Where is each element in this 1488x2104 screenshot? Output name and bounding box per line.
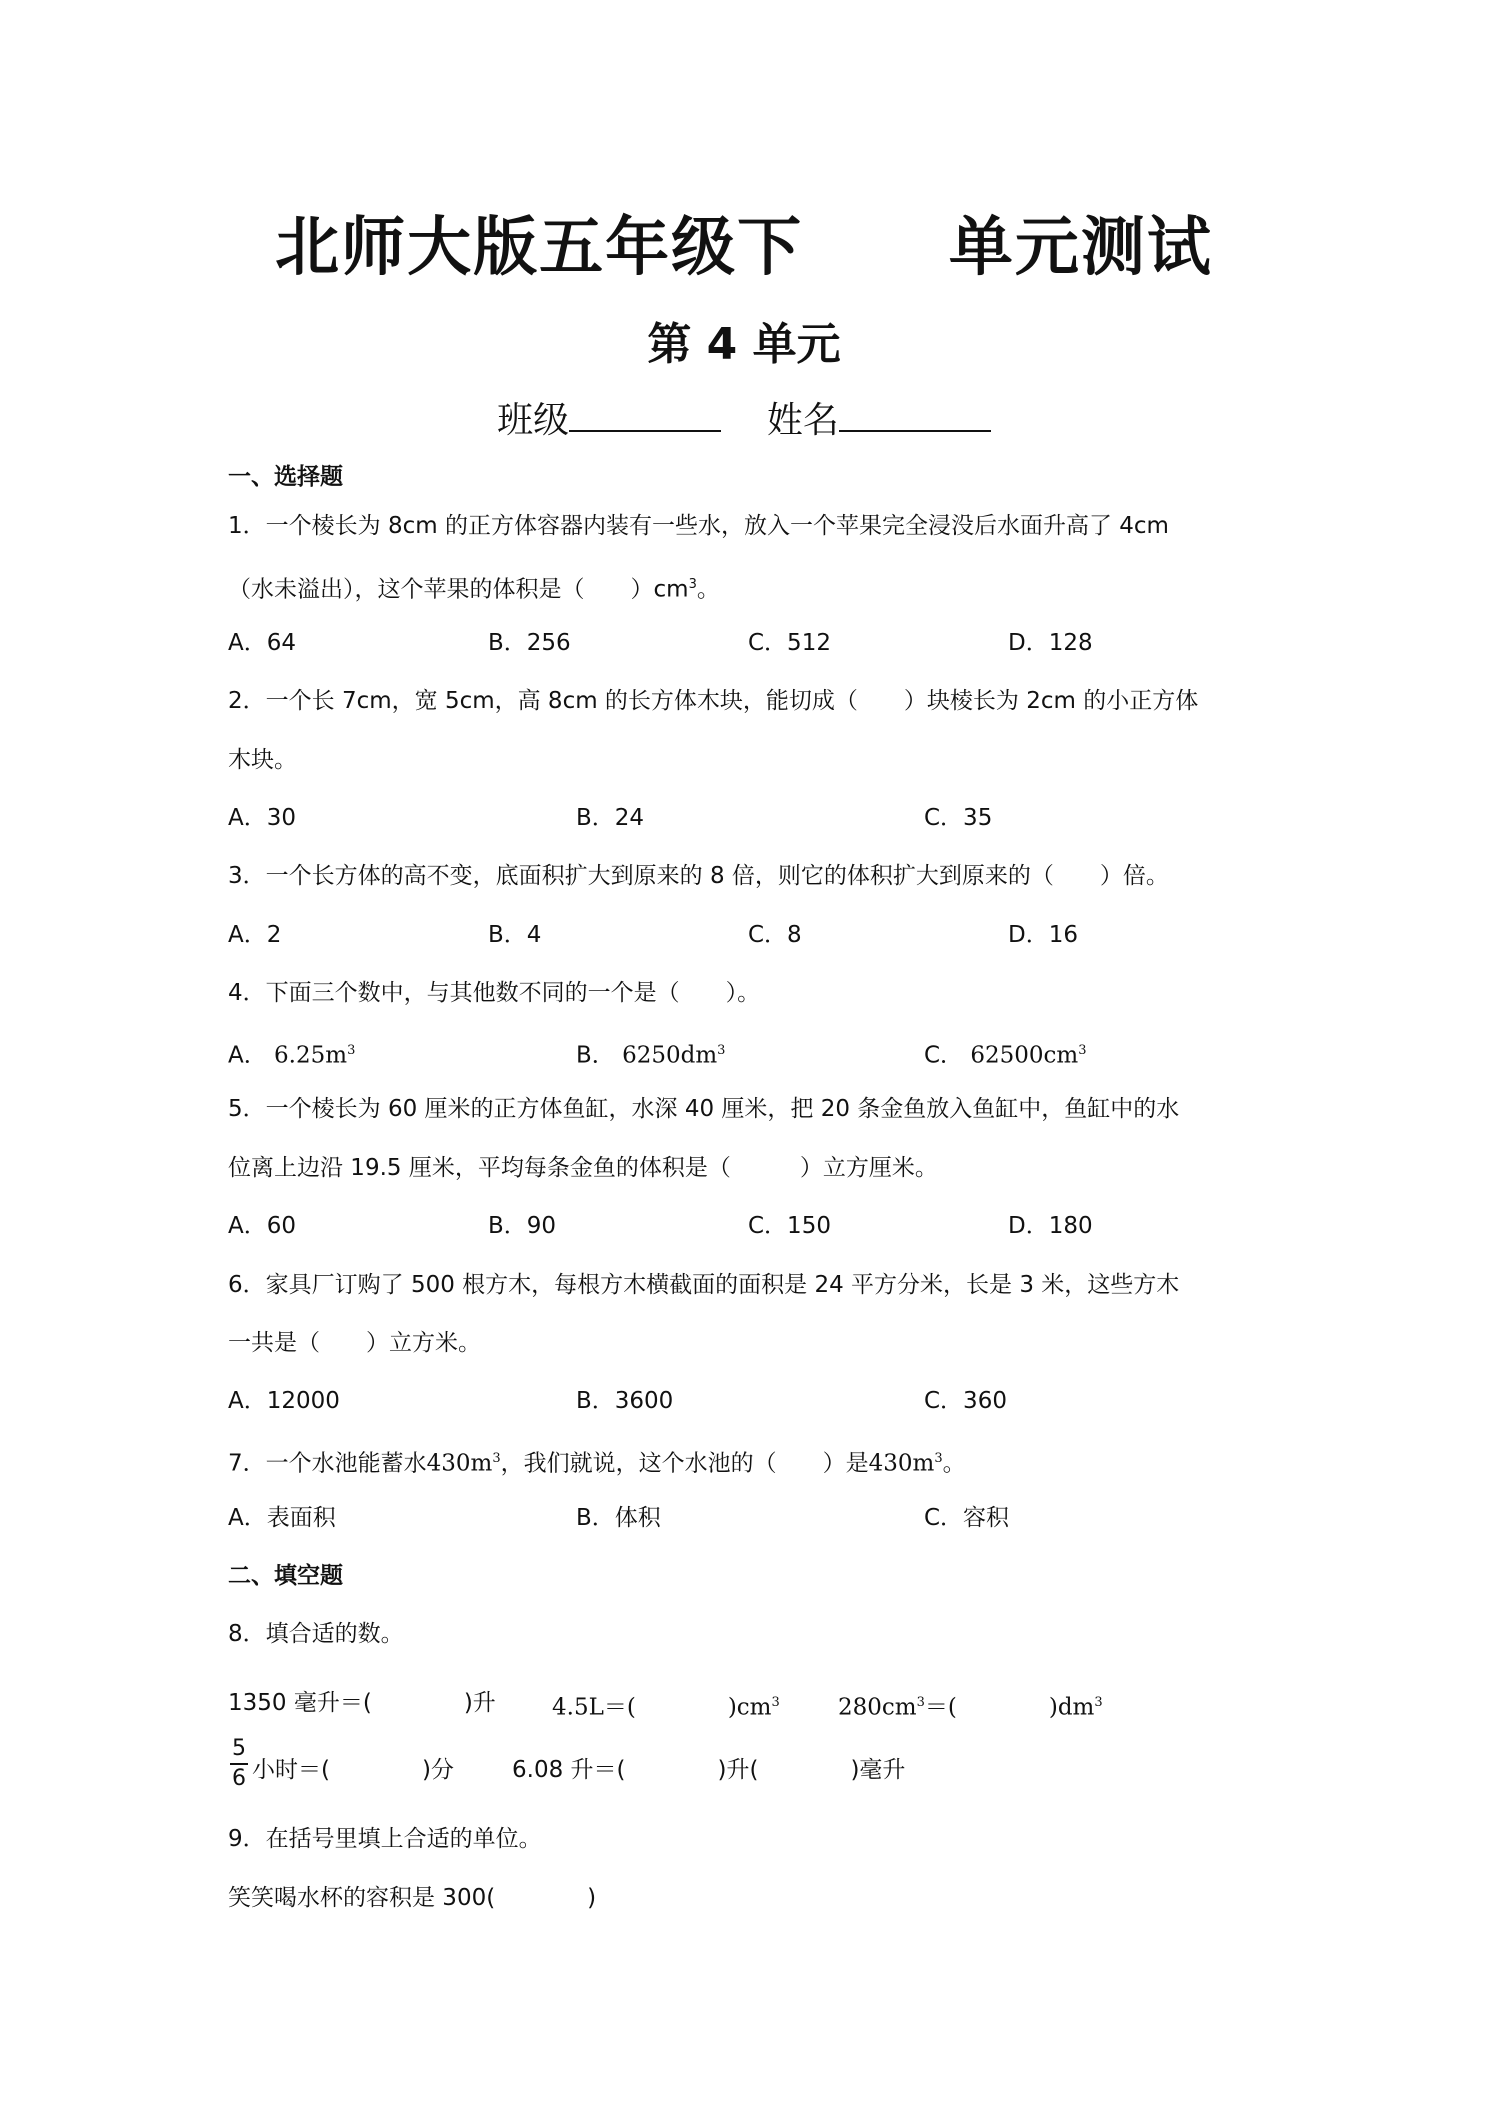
q8-item-b[interactable]: 4.5L＝( )$cm^3$ — [552, 1694, 780, 1721]
q5-line2: 位离上边沿 19.5 厘米，平均每条金鱼的体积是（ ）立方厘米。 — [228, 1155, 938, 1181]
q2-option-c[interactable]: C．35 — [924, 805, 993, 831]
q5-line1: 5．一个棱长为 60 厘米的正方体鱼缸，水深 40 厘米，把 20 条金鱼放入鱼缸中，鱼缸中的水 — [228, 1096, 1180, 1122]
unit-title: 第 4 单元 — [647, 319, 841, 370]
q2-option-a[interactable]: A．30 — [228, 805, 297, 831]
fraction-bar — [230, 1763, 248, 1765]
fraction-denominator: 6 — [232, 1766, 246, 1791]
q2-line1: 2．一个长 7cm，宽 5cm，高 8cm 的长方体木块，能切成（ ）块棱长为 2cm 的小正方体 — [228, 688, 1199, 714]
q3-option-c[interactable]: C．8 — [748, 922, 802, 948]
q2-option-b[interactable]: B．24 — [576, 805, 645, 831]
q8-item-e[interactable]: 6.08 升＝( )升( )毫升 — [512, 1757, 906, 1783]
q3-option-a[interactable]: A．2 — [228, 922, 282, 948]
q6-line2: 一共是（ ）立方米。 — [228, 1330, 481, 1356]
q3-option-b[interactable]: B．4 — [488, 922, 542, 948]
section-fill-heading: 二、填空题 — [228, 1563, 343, 1589]
q4-option-a[interactable]: A． $6.25m^3$ — [228, 1042, 356, 1069]
q8-item-d[interactable]: 小时＝( )分 — [252, 1757, 454, 1783]
fraction-numerator: 5 — [232, 1736, 246, 1761]
q9-prompt: 9．在括号里填上合适的单位。 — [228, 1826, 542, 1852]
q8-prompt: 8．填合适的数。 — [228, 1621, 404, 1647]
q8-item-c[interactable]: $280cm^3=$( )$dm^3$ — [838, 1694, 1103, 1721]
q9-item-1[interactable]: 笑笑喝水杯的容积是 300( ) — [228, 1885, 597, 1911]
name-label: 姓名 — [766, 400, 839, 441]
q6-option-a[interactable]: A．12000 — [228, 1388, 340, 1414]
q5-option-b[interactable]: B．90 — [488, 1213, 557, 1239]
q1-option-c[interactable]: C．512 — [748, 630, 831, 656]
student-info-line — [0, 392, 1488, 443]
q6-option-c[interactable]: C．360 — [924, 1388, 1007, 1414]
q2-line2: 木块。 — [228, 747, 297, 773]
q7-option-c[interactable]: C．容积 — [924, 1505, 1010, 1531]
q5-option-a[interactable]: A．60 — [228, 1213, 297, 1239]
q7-line1: 7．一个水池能蓄水$430m^3$，我们就说，这个水池的（ ）是$430m^3$。 — [228, 1450, 966, 1477]
name-blank[interactable] — [839, 396, 991, 432]
q5-option-d[interactable]: D．180 — [1008, 1213, 1093, 1239]
q6-line1: 6．家具厂订购了 500 根方木，每根方木横截面的面积是 24 平方分米，长是 3 米，这些方木 — [228, 1272, 1180, 1298]
q1-option-a[interactable]: A．64 — [228, 630, 297, 656]
page-title: 北师大版五年级下 单元测试 — [275, 211, 1213, 285]
q4-option-c[interactable]: C． $62500cm^3$ — [924, 1042, 1087, 1069]
q8-item-a[interactable]: 1350 毫升＝( )升 — [228, 1690, 496, 1716]
q1-line2: （水未溢出），这个苹果的体积是（ ）$cm^3$。 — [228, 576, 720, 603]
section-choice-heading: 一、选择题 — [228, 464, 343, 490]
q1-option-b[interactable]: B．256 — [488, 630, 571, 656]
q1-line1: 1．一个棱长为 8cm 的正方体容器内装有一些水，放入一个苹果完全浸没后水面升高了 4cm — [228, 513, 1169, 539]
q5-option-c[interactable]: C．150 — [748, 1213, 831, 1239]
q1-option-d[interactable]: D．128 — [1008, 630, 1093, 656]
q4-line1: 4．下面三个数中，与其他数不同的一个是（ ）。 — [228, 980, 761, 1006]
q4-option-b[interactable]: B． $6250dm^3$ — [576, 1042, 726, 1069]
q3-line1: 3．一个长方体的高不变，底面积扩大到原来的 8 倍，则它的体积扩大到原来的（ ）倍。 — [228, 863, 1169, 889]
q8-fraction — [230, 1736, 248, 1792]
q7-option-a[interactable]: A．表面积 — [228, 1505, 336, 1531]
class-label: 班级 — [497, 400, 570, 441]
q7-option-b[interactable]: B．体积 — [576, 1505, 661, 1531]
q3-option-d[interactable]: D．16 — [1008, 922, 1078, 948]
class-blank[interactable] — [569, 396, 721, 432]
q6-option-b[interactable]: B．3600 — [576, 1388, 674, 1414]
